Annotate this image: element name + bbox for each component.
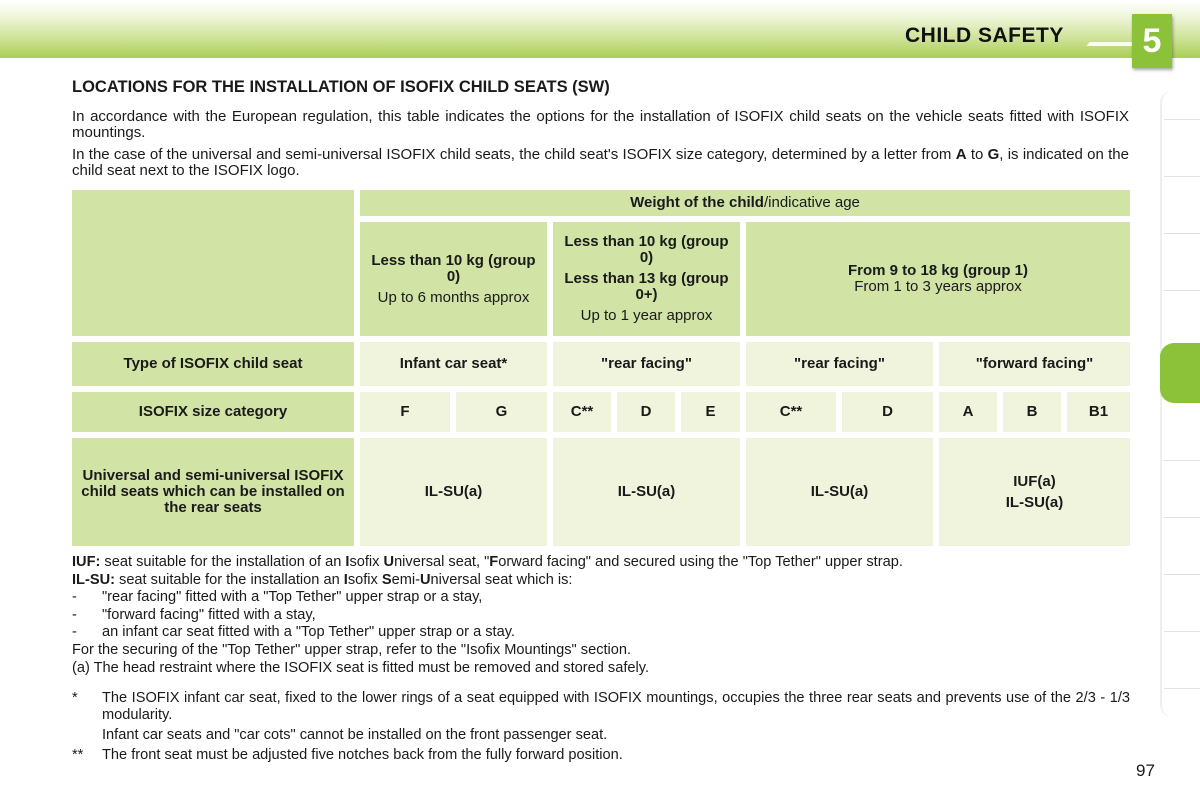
isofix-table [72,190,1130,546]
chapter-title: CHILD SAFETY [905,24,1064,47]
group0-cell: Less than 10 kg (group 0) Up to 6 months approx [360,222,547,336]
size-cell: B1 [1067,392,1130,432]
type-cell: Infant car seat* [360,342,547,386]
tab-divider [1164,176,1200,177]
tab-divider [1164,290,1200,291]
universal-value-cell: IL-SU(a) [746,438,933,546]
universal-value-cell: IL-SU(a) [360,438,547,546]
size-cell: D [842,392,933,432]
size-cell: G [456,392,547,432]
table-corner-cell [72,190,354,336]
header-swoosh [1086,42,1137,46]
type-cell: "rear facing" [746,342,933,386]
ilsu-note: IL-SU: seat suitable for the installation an Isofix Semi-Universal seat which is: [72,571,573,588]
head-restraint-note: (a) The head restraint where the ISOFIX seat is fitted must be removed and stored safely. [72,659,650,676]
size-cell: E [681,392,740,432]
intro-paragraph-2: In the case of the universal and semi-universal ISOFIX child seats, the child seat's ISOFIX size category, determined by a letter from A to G, is indicated on the child seat next to the ISOFIX logo. [72,146,1129,179]
size-cell: C** [553,392,611,432]
group0plus-cell: Less than 10 kg (group 0) Less than 13 kg (group 0+) Up to 1 year approx [553,222,740,336]
universal-label-cell: Universal and semi-universal ISOFIX child seats which can be installed on the rear seats [72,438,354,546]
tab-divider [1164,574,1200,575]
size-cell: C** [746,392,836,432]
securing-note: For the securing of the "Top Tether" upper strap, refer to the "Isofix Mountings" section. [72,641,632,658]
universal-value-cell: IL-SU(a) [553,438,740,546]
size-label-cell: ISOFIX size category [72,392,354,432]
group1-cell: From 9 to 18 kg (group 1) From 1 to 3 years approx [746,222,1130,336]
type-cell: "rear facing" [553,342,740,386]
tab-divider [1164,233,1200,234]
size-cell: F [360,392,450,432]
list-item: - "forward facing" fitted with a stay, [72,606,316,623]
list-item: - an infant car seat fitted with a "Top Tether" upper strap or a stay. [72,624,515,641]
size-cell: D [617,392,675,432]
tab-divider [1164,688,1200,689]
chapter-number-badge: 5 [1132,14,1172,68]
size-cell: A [939,392,997,432]
intro-paragraph-1: In accordance with the European regulation, this table indicates the options for the installation of ISOFIX child seats on the vehicle seats fitted with ISOFIX mountings. [72,108,1129,141]
type-label-cell: Type of ISOFIX child seat [72,342,354,386]
footnote-star: * The ISOFIX infant car seat, fixed to the lower rings of a seat equipped with ISOFIX mountings, occupies the three rear seats and prevents use of the 2/3 - 1/3 modularity. [72,690,1130,723]
iuf-note: IUF: seat suitable for the installation of an Isofix Universal seat, "Forward facing" and secured using the "Top Tether" upper strap. [72,554,903,570]
tab-divider [1164,119,1200,120]
footnote-car-cots: Infant car seats and "car cots" cannot be installed on the front passenger seat. [102,727,608,743]
tab-divider [1164,460,1200,461]
tab-divider [1164,517,1200,518]
footnote-double-star: ** The front seat must be adjusted five notches back from the fully forward position. [72,747,623,763]
chapter-tabs [1160,90,1200,718]
tab-divider [1164,631,1200,632]
active-chapter-tab[interactable] [1160,343,1200,403]
universal-value-cell: IUF(a) IL-SU(a) [939,438,1130,546]
page-number: 97 [1136,761,1155,780]
list-item: - "rear facing" fitted with a "Top Tether" upper strap or a stay, [72,589,483,606]
weight-header-cell: Weight of the child/indicative age [360,190,1130,216]
type-cell: "forward facing" [939,342,1130,386]
section-title: LOCATIONS FOR THE INSTALLATION OF ISOFIX CHILD SEATS (SW) [72,78,610,96]
notes-block [72,554,1130,677]
size-cell: B [1003,392,1061,432]
